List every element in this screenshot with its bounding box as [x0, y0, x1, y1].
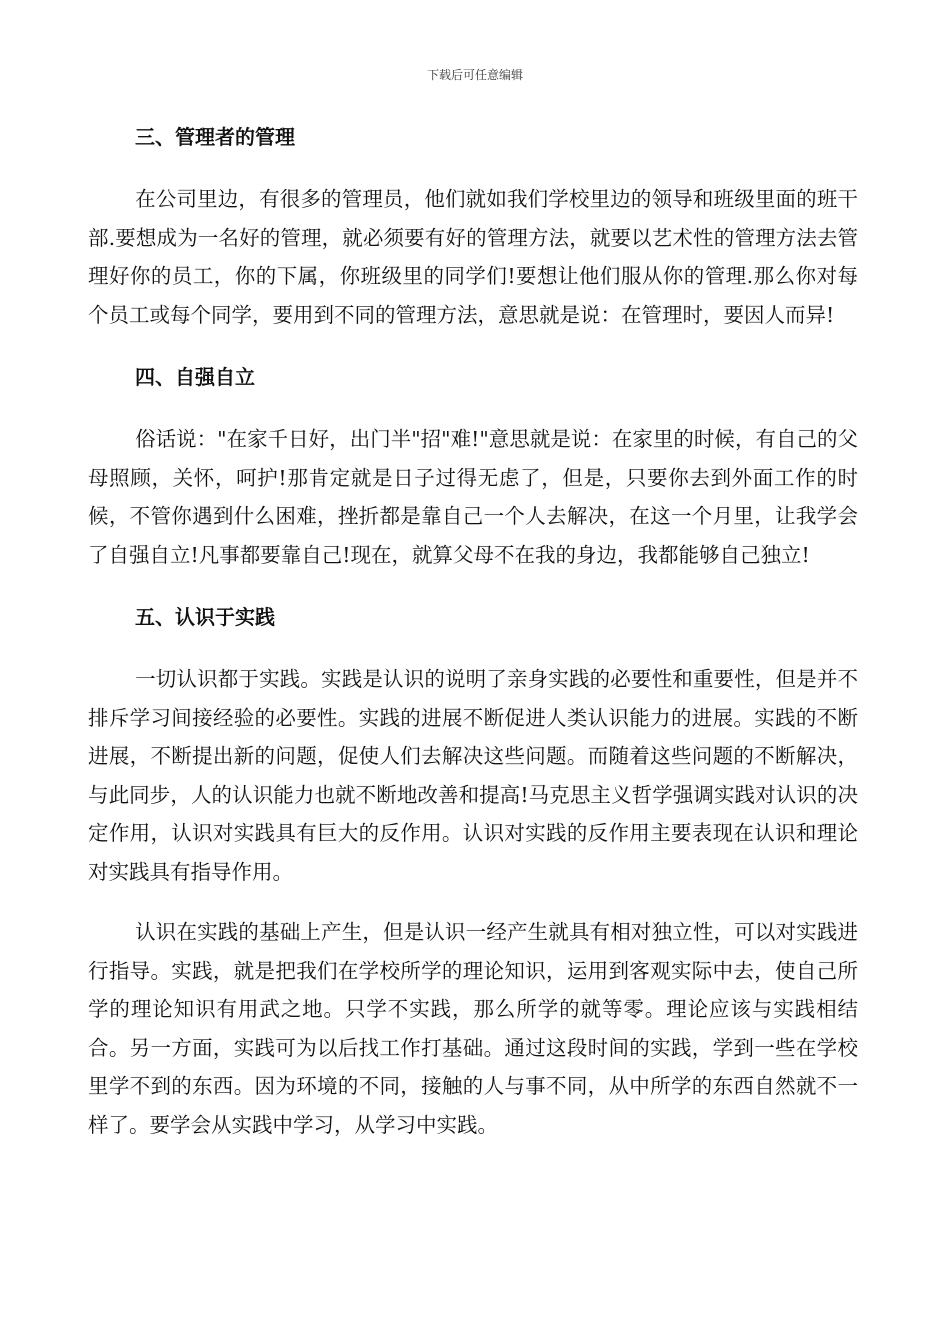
document-body [88, 118, 858, 1144]
section-5-paragraph-1: 一切认识都于实践。实践是认识的说明了亲身实践的必要性和重要性，但是并不排斥学习间接经验的必要性。实践的进展不断促进人类认识能力的进展。实践的不断进展，不断提出新的问题，促使人们去解决这些问题。而随着这些问题的不断解决，与此同步，人的认识能力也就不断地改善和提高!马克思主义哲学强调实践对认识的决定作用，认识对实践具有巨大的反作用。认识对实践的反作用主要表现在认识和理论对实践具有指导作用。 [88, 667, 858, 884]
section-3-heading: 三、管理者的管理 [135, 125, 295, 149]
section-5-paragraph-2: 认识在实践的基础上产生，但是认识一经产生就具有相对独立性，可以对实践进行指导。实践，就是把我们在学校所学的理论知识，运用到客观实际中去，使自己所学的理论知识有用武之地。只学不实践，那么所学的就等零。理论应该与实践相结合。另一方面，实践可为以后找工作打基础。通过这段时间的实践，学到一些在学校里学不到的东西。因为环境的不同，接触的人与事不同，从中所学的东西自然就不一样了。要学会从实践中学习，从学习中实践。 [88, 920, 858, 1137]
section-5-heading: 五、认识于实践 [135, 605, 275, 629]
page-header: 下载后可任意编辑 [426, 68, 523, 82]
section-3-paragraph: 在公司里边，有很多的管理员，他们就如我们学校里边的领导和班级里面的班干部.要想成为一名好的管理，就必须要有好的管理方法，就要以艺术性的管理方法去管理好你的员工，你的下属，你班级里的同学们!要想让他们服从你的管理.那么你对每个员工或每个同学，要用到不同的管理方法，意思就是说：在管理时，要因人而异! [88, 187, 858, 327]
section-4-heading: 四、自强自立 [135, 365, 255, 389]
section-4-paragraph: 俗话说："在家千日好，出门半"招"难!"意思就是说：在家里的时候，有自己的父母照顾，关怀，呵护!那肯定就是日子过得无虑了，但是，只要你去到外面工作的时候，不管你遇到什么困难，挫折都是靠自己一个人去解决，在这一个月里，让我学会了自强自立!凡事都要靠自己!现在，就算父母不在我的身边，我都能够自己独立! [88, 427, 858, 567]
